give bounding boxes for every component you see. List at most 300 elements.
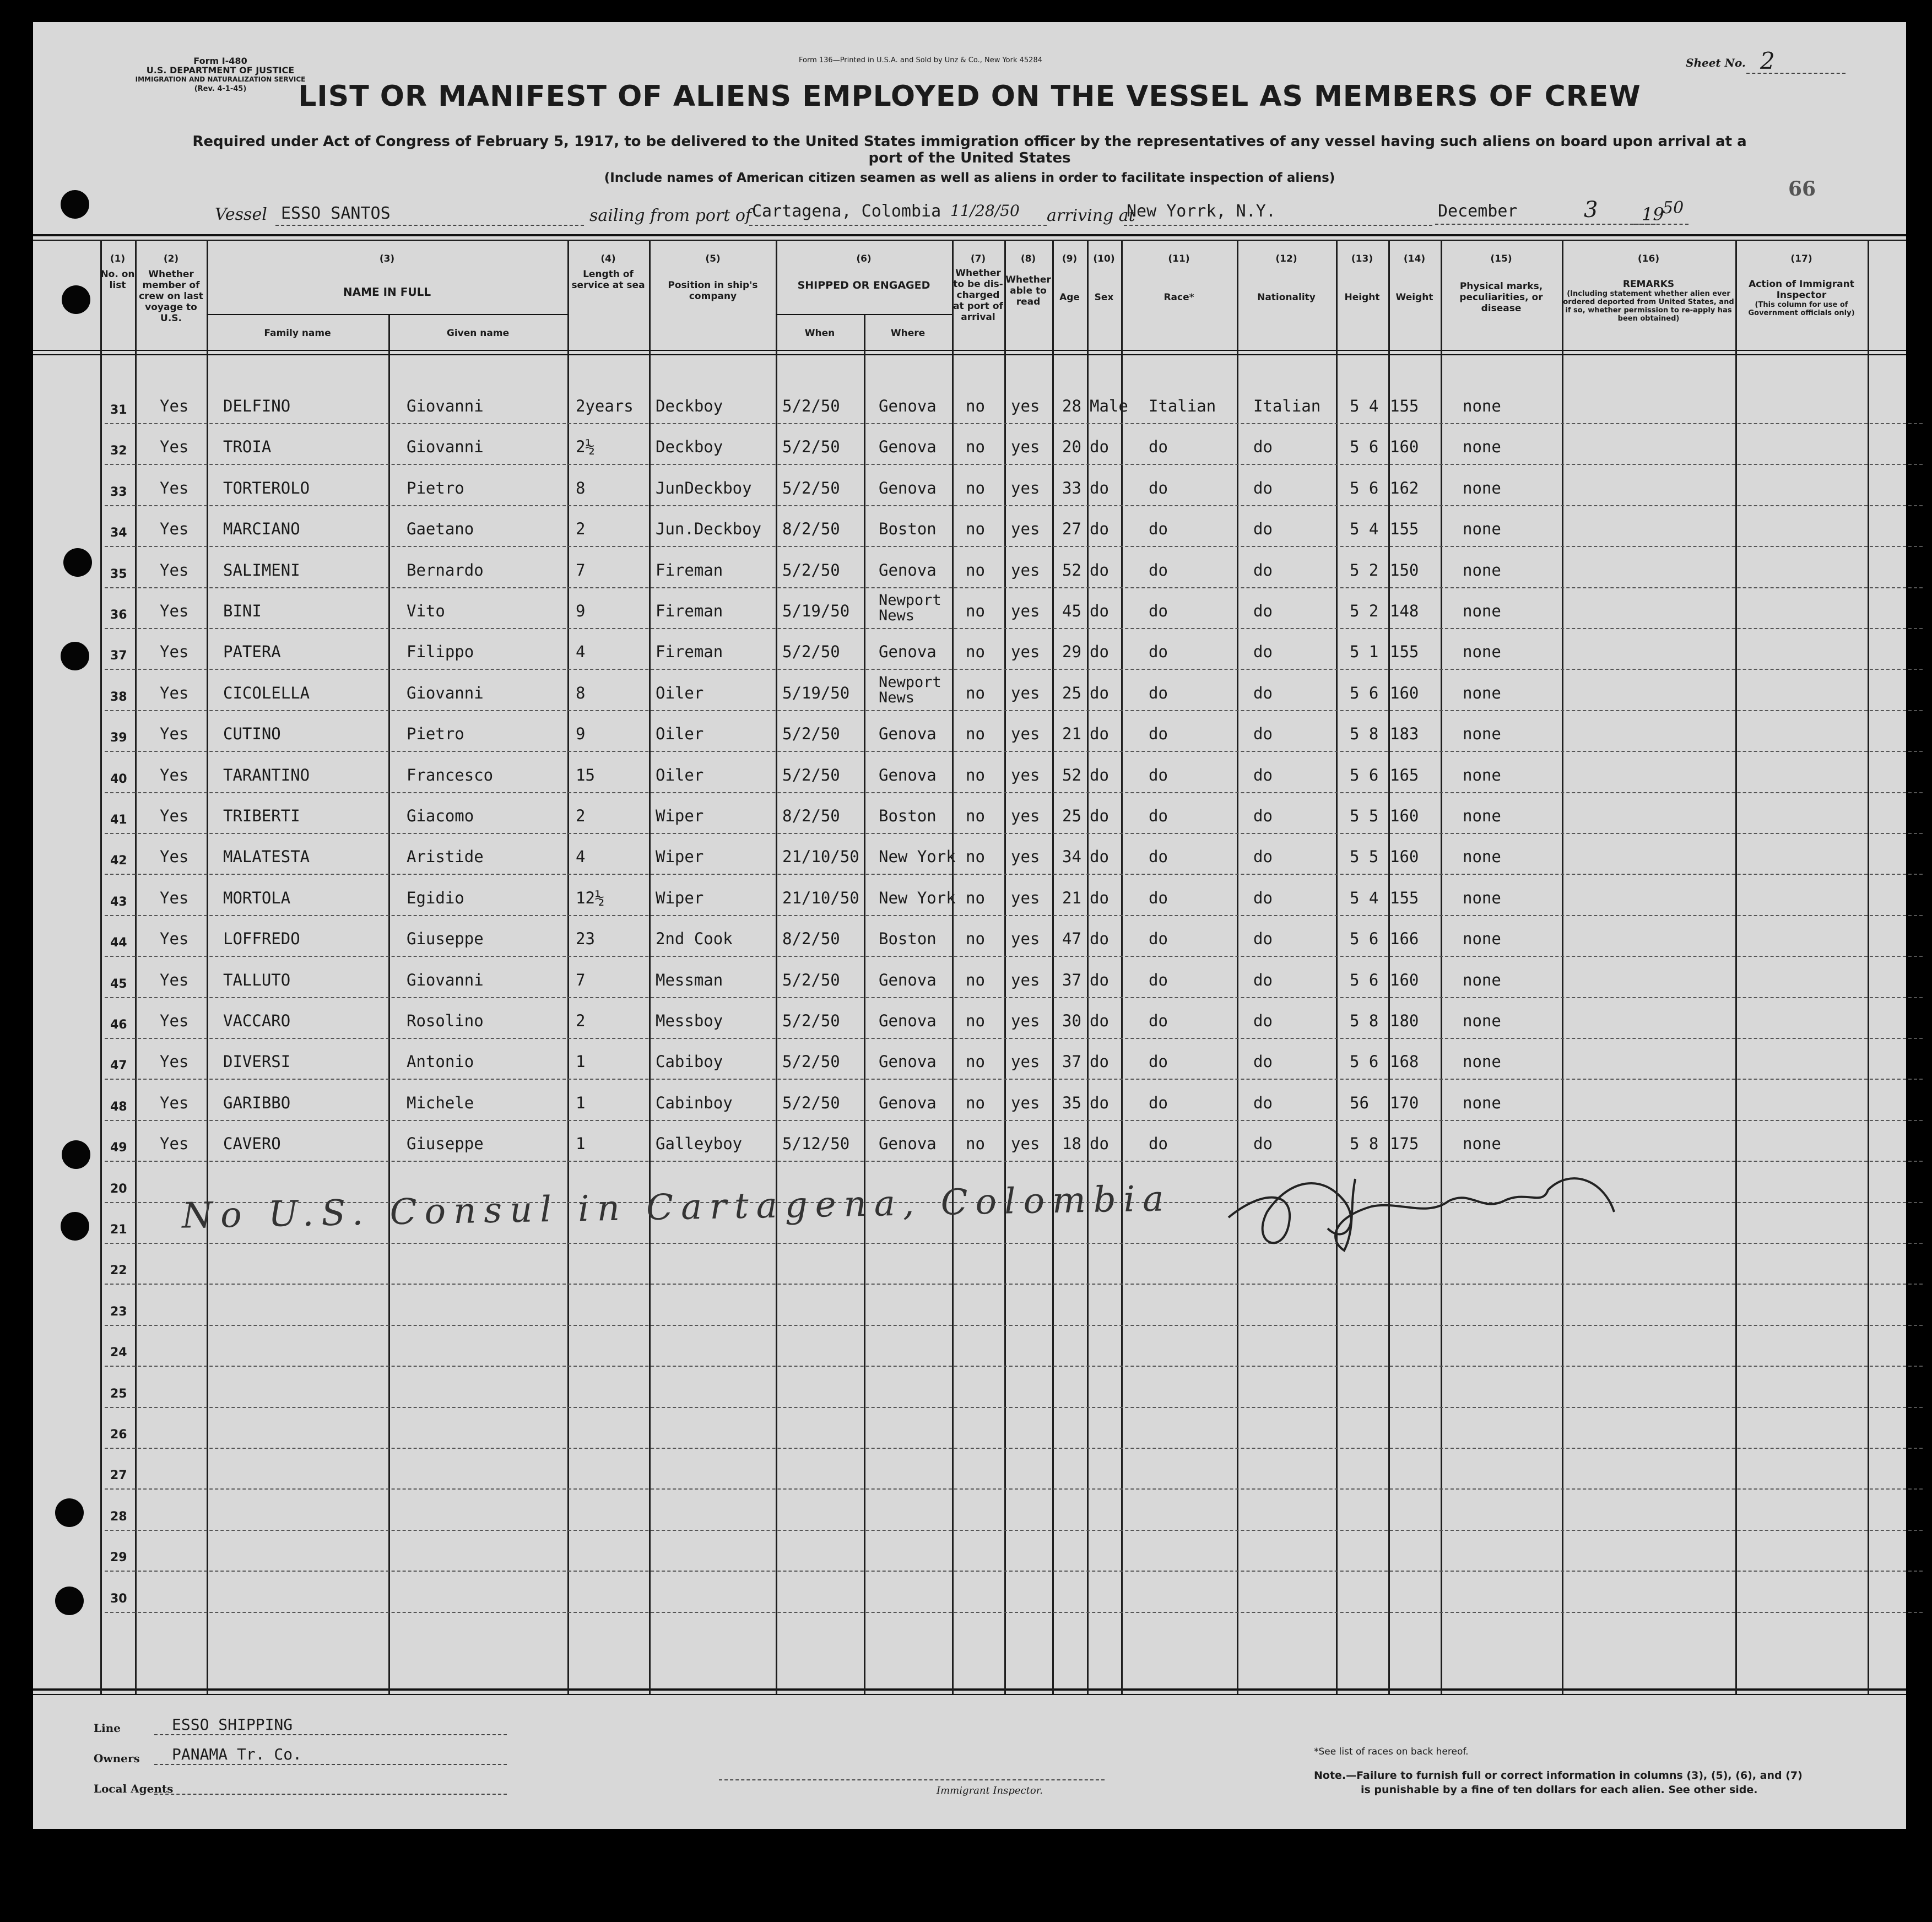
crew-shipped-when: 5/2/50 — [782, 642, 840, 662]
crew-discharge: no — [966, 888, 985, 907]
crew-age: 52 — [1062, 765, 1081, 784]
crew-discharge: no — [966, 1011, 985, 1030]
crew-given-name: Aristide — [407, 847, 484, 867]
crew-previous-voyage: Yes — [160, 1134, 189, 1154]
empty-row-number: 30 — [110, 1591, 127, 1606]
crew-sex: do — [1090, 929, 1109, 949]
crew-discharge: no — [966, 602, 985, 620]
crew-age: 33 — [1062, 478, 1081, 497]
row-rule — [105, 792, 1923, 793]
column-rule — [567, 240, 569, 1694]
crew-age: 34 — [1062, 847, 1081, 867]
crew-service-length: 1 — [576, 1134, 586, 1154]
crew-weight: 160 — [1390, 847, 1419, 867]
crew-previous-voyage: Yes — [160, 1093, 189, 1112]
crew-race: do — [1149, 642, 1168, 662]
crew-position: Wiper — [656, 847, 704, 867]
agents-underline — [154, 1794, 507, 1795]
form-subtitle-3: (Include names of American citizen seamen as well as aliens in order to facilitate inspection of aliens) — [604, 171, 1335, 185]
crew-shipped-when: 5/2/50 — [782, 724, 840, 744]
crew-physical-marks: none — [1463, 970, 1501, 989]
crew-height: 5 8 — [1350, 724, 1379, 744]
col-header-11: (11) Race* — [1163, 253, 1194, 303]
column-rule — [1441, 240, 1442, 1694]
crew-physical-marks: none — [1463, 437, 1501, 457]
crew-nationality: do — [1253, 970, 1273, 989]
crew-able-to-read: yes — [1011, 519, 1040, 539]
crew-previous-voyage: Yes — [160, 397, 189, 415]
crew-weight: 148 — [1390, 602, 1419, 620]
crew-height: 5 5 — [1350, 806, 1379, 825]
crew-service-length: 1 — [576, 1052, 586, 1071]
line-underline — [154, 1734, 507, 1735]
col-header-3: (3) NAME IN FULL — [343, 253, 431, 299]
crew-height: 56 — [1350, 1093, 1369, 1112]
crew-shipped-where: Genova — [879, 1052, 937, 1071]
row-rule — [105, 1243, 1923, 1244]
col-header-3b: Given name — [446, 328, 510, 339]
empty-row-number: 27 — [110, 1469, 127, 1483]
crew-age: 28 — [1062, 397, 1081, 415]
crew-family-name: TALLUTO — [223, 970, 291, 989]
row-number: 45 — [110, 977, 127, 991]
table-top-rule — [33, 234, 1906, 236]
crew-family-name: TARANTINO — [223, 765, 310, 784]
crew-sex: Male — [1090, 397, 1128, 415]
crew-weight: 170 — [1390, 1093, 1419, 1112]
row-number: 34 — [110, 526, 127, 540]
crew-position: Galleyboy — [656, 1134, 743, 1154]
column-rule — [1388, 240, 1390, 1694]
row-number: 46 — [110, 1018, 127, 1032]
crew-previous-voyage: Yes — [160, 478, 189, 497]
row-rule — [105, 423, 1923, 424]
crew-able-to-read: yes — [1011, 929, 1040, 949]
crew-position: Fireman — [656, 642, 723, 662]
crew-sex: do — [1090, 806, 1109, 825]
row-rule — [105, 1284, 1923, 1285]
crew-shipped-where: Newport News — [879, 592, 941, 624]
row-rule — [105, 1161, 1923, 1162]
form-subtitle-1: Required under Act of Congress of February 5, 1917, to be delivered to the United States immigration officer by the representatives of any vessel having such aliens on board upon arrival at a — [192, 133, 1747, 150]
crew-service-length: 2years — [576, 397, 634, 415]
crew-shipped-where: Genova — [879, 724, 937, 744]
crew-physical-marks: none — [1463, 397, 1501, 415]
printer-line: Form 136—Printed in U.S.A. and Sold by Unz & Co., New York 45284 — [799, 56, 1042, 64]
inspector-underline — [719, 1779, 1105, 1780]
crew-position: Oiler — [656, 724, 704, 744]
empty-row-number: 22 — [110, 1264, 127, 1278]
fine-note-1: Note.—Failure to furnish full or correct information in columns (3), (5), (6), and (7) — [1314, 1769, 1803, 1782]
crew-discharge: no — [966, 1134, 985, 1154]
form-revision: (Rev. 4-1-45) — [194, 85, 247, 93]
column-rule — [388, 314, 390, 1694]
crew-physical-marks: none — [1463, 1052, 1501, 1071]
col-header-10: (10) Sex — [1093, 253, 1115, 303]
crew-able-to-read: yes — [1011, 478, 1040, 497]
crew-sex: do — [1090, 1052, 1109, 1071]
crew-family-name: TRIBERTI — [223, 806, 300, 825]
crew-discharge: no — [966, 560, 985, 580]
crew-age: 18 — [1062, 1134, 1081, 1154]
crew-height: 5 1 — [1350, 642, 1379, 662]
crew-age: 35 — [1062, 1093, 1081, 1112]
crew-physical-marks: none — [1463, 478, 1501, 497]
row-rule — [105, 956, 1923, 957]
crew-physical-marks: none — [1463, 560, 1501, 580]
crew-discharge: no — [966, 437, 985, 457]
crew-shipped-when: 5/2/50 — [782, 1011, 840, 1030]
row-number: 36 — [110, 608, 127, 622]
crew-weight: 160 — [1390, 970, 1419, 989]
crew-given-name: Giovanni — [407, 683, 484, 702]
crew-family-name: SALIMENI — [223, 560, 300, 580]
col-header-9: (9) Age — [1059, 253, 1080, 303]
crew-sex: do — [1090, 560, 1109, 580]
col-header-6: (6) SHIPPED OR ENGAGED — [797, 253, 930, 291]
crew-shipped-when: 8/2/50 — [782, 929, 840, 949]
races-note: *See list of races on back hereof. — [1314, 1746, 1469, 1757]
arrival-month: December — [1438, 202, 1518, 221]
crew-shipped-when: 21/10/50 — [782, 888, 859, 907]
crew-nationality: do — [1253, 1093, 1273, 1112]
crew-given-name: Pietro — [407, 478, 464, 497]
name-subheader-rule — [207, 314, 567, 315]
crew-age: 45 — [1062, 602, 1081, 620]
column-rule — [1121, 240, 1123, 1694]
crew-given-name: Giacomo — [407, 806, 474, 825]
crew-service-length: 9 — [576, 724, 586, 744]
crew-position: Jun.Deckboy — [656, 519, 762, 539]
crew-discharge: no — [966, 683, 985, 702]
service-name: IMMIGRATION AND NATURALIZATION SERVICE — [135, 75, 306, 83]
crew-shipped-when: 5/2/50 — [782, 1093, 840, 1112]
crew-position: Fireman — [656, 602, 723, 620]
crew-shipped-where: Genova — [879, 478, 937, 497]
column-rule — [1237, 240, 1238, 1694]
crew-shipped-where: Genova — [879, 970, 937, 989]
column-rule — [776, 240, 777, 1694]
port-from-underline — [749, 225, 1047, 226]
crew-physical-marks: none — [1463, 929, 1501, 949]
crew-weight: 160 — [1390, 437, 1419, 457]
row-rule — [105, 464, 1923, 465]
arrival-year-suffix: 50 — [1663, 198, 1684, 218]
crew-position: Cabiboy — [656, 1052, 723, 1071]
header-bottom-rule — [33, 350, 1906, 351]
crew-able-to-read: yes — [1011, 560, 1040, 580]
arriving-label: arriving at — [1047, 206, 1135, 225]
crew-age: 29 — [1062, 642, 1081, 662]
crew-race: do — [1149, 478, 1168, 497]
crew-physical-marks: none — [1463, 724, 1501, 744]
crew-nationality: do — [1253, 519, 1273, 539]
col-header-2: (2) Whether member of crew on last voyage to U.S. — [139, 253, 203, 324]
crew-race: do — [1149, 560, 1168, 580]
crew-shipped-when: 21/10/50 — [782, 847, 859, 867]
row-rule — [105, 1120, 1923, 1121]
crew-able-to-read: yes — [1011, 1134, 1040, 1154]
crew-physical-marks: none — [1463, 1093, 1501, 1112]
crew-race: do — [1149, 683, 1168, 702]
crew-position: Oiler — [656, 765, 704, 784]
sail-date: 11/28/50 — [950, 202, 1020, 220]
row-rule — [105, 669, 1923, 670]
crew-given-name: Egidio — [407, 888, 464, 907]
crew-discharge: no — [966, 806, 985, 825]
column-rule — [207, 240, 208, 1694]
crew-shipped-where: Genova — [879, 765, 937, 784]
column-rule — [649, 240, 651, 1694]
crew-given-name: Francesco — [407, 765, 494, 784]
crew-able-to-read: yes — [1011, 806, 1040, 825]
crew-shipped-where: Genova — [879, 1093, 937, 1112]
row-number: 32 — [110, 444, 127, 458]
crew-family-name: PATERA — [223, 642, 281, 662]
row-rule — [105, 1407, 1923, 1408]
row-rule — [105, 1038, 1923, 1039]
row-rule — [105, 1325, 1923, 1326]
crew-physical-marks: none — [1463, 1134, 1501, 1154]
crew-age: 27 — [1062, 519, 1081, 539]
crew-position: Wiper — [656, 806, 704, 825]
crew-height: 5 6 — [1350, 683, 1379, 702]
crew-discharge: no — [966, 847, 985, 867]
empty-row-number: 21 — [110, 1223, 127, 1237]
crew-nationality: do — [1253, 847, 1273, 867]
sheet-label: Sheet No. — [1686, 56, 1746, 69]
crew-weight: 162 — [1390, 478, 1419, 497]
row-rule — [105, 1366, 1923, 1367]
crew-height: 5 5 — [1350, 847, 1379, 867]
crew-height: 5 4 — [1350, 519, 1379, 539]
column-rule — [135, 240, 137, 1694]
row-rule — [105, 1612, 1923, 1613]
crew-previous-voyage: Yes — [160, 1011, 189, 1030]
form-title: LIST OR MANIFEST OF ALIENS EMPLOYED ON THE VESSEL AS MEMBERS OF CREW — [298, 80, 1641, 113]
crew-shipped-where: Genova — [879, 1134, 937, 1154]
crew-sex: do — [1090, 478, 1109, 497]
crew-weight: 155 — [1390, 519, 1419, 539]
empty-row-number: 24 — [110, 1346, 127, 1360]
crew-age: 52 — [1062, 560, 1081, 580]
crew-sex: do — [1090, 602, 1109, 620]
master-signature — [1217, 1157, 1636, 1256]
form-number: Form I-480 — [193, 56, 247, 66]
crew-service-length: 2½ — [576, 437, 595, 457]
page-stamp: 66 — [1788, 177, 1816, 201]
crew-physical-marks: none — [1463, 765, 1501, 784]
column-rule — [952, 240, 954, 1694]
table-top-rule-2 — [33, 240, 1906, 241]
crew-age: 47 — [1062, 929, 1081, 949]
crew-able-to-read: yes — [1011, 765, 1040, 784]
crew-weight: 160 — [1390, 806, 1419, 825]
crew-position: Wiper — [656, 888, 704, 907]
crew-sex: do — [1090, 519, 1109, 539]
crew-shipped-when: 5/2/50 — [782, 560, 840, 580]
crew-service-length: 2 — [576, 806, 586, 825]
crew-shipped-where: Genova — [879, 437, 937, 457]
crew-shipped-where: Boston — [879, 519, 937, 539]
crew-physical-marks: none — [1463, 806, 1501, 825]
crew-sex: do — [1090, 847, 1109, 867]
crew-nationality: do — [1253, 683, 1273, 702]
crew-given-name: Bernardo — [407, 560, 484, 580]
crew-shipped-where: Genova — [879, 642, 937, 662]
crew-family-name: GARIBBO — [223, 1093, 291, 1112]
crew-previous-voyage: Yes — [160, 970, 189, 989]
crew-age: 20 — [1062, 437, 1081, 457]
crew-height: 5 6 — [1350, 1052, 1379, 1071]
col-header-6a: When — [804, 328, 835, 339]
crew-height: 5 6 — [1350, 929, 1379, 949]
crew-able-to-read: yes — [1011, 888, 1040, 907]
crew-previous-voyage: Yes — [160, 724, 189, 744]
crew-discharge: no — [966, 642, 985, 662]
crew-age: 25 — [1062, 683, 1081, 702]
crew-shipped-where: Boston — [879, 806, 937, 825]
crew-shipped-where: Genova — [879, 560, 937, 580]
crew-age: 37 — [1062, 1052, 1081, 1071]
punch-hole — [55, 1498, 84, 1527]
crew-given-name: Antonio — [407, 1052, 474, 1071]
sheet-number: 2 — [1760, 47, 1775, 74]
crew-able-to-read: yes — [1011, 397, 1040, 415]
crew-service-length: 4 — [576, 642, 586, 662]
handwritten-consul-note: No U.S. Consul in Cartagena, Colombia — [181, 1178, 1172, 1237]
crew-race: do — [1149, 765, 1168, 784]
crew-weight: 166 — [1390, 929, 1419, 949]
crew-race: do — [1149, 1011, 1168, 1030]
row-number: 40 — [110, 772, 127, 786]
crew-nationality: do — [1253, 602, 1273, 620]
crew-service-length: 9 — [576, 602, 586, 620]
fine-note-2: is punishable by a fine of ten dollars for each alien. See other side. — [1361, 1784, 1758, 1796]
crew-height: 5 6 — [1350, 970, 1379, 989]
crew-discharge: no — [966, 724, 985, 744]
row-number: 44 — [110, 936, 127, 950]
empty-row-number: 26 — [110, 1428, 127, 1442]
row-rule — [105, 833, 1923, 834]
crew-service-length: 8 — [576, 683, 586, 702]
crew-previous-voyage: Yes — [160, 437, 189, 457]
row-rule — [105, 751, 1923, 752]
empty-row-number: 23 — [110, 1304, 127, 1319]
vessel-name: ESSO SANTOS — [281, 204, 391, 223]
crew-nationality: do — [1253, 1134, 1273, 1154]
crew-discharge: no — [966, 478, 985, 497]
punch-hole — [63, 548, 92, 577]
column-rule — [864, 314, 865, 1694]
table-bottom-rule — [33, 1688, 1906, 1691]
col-header-14: (14) Weight — [1395, 253, 1433, 303]
crew-previous-voyage: Yes — [160, 683, 189, 702]
crew-previous-voyage: Yes — [160, 519, 189, 539]
punch-hole — [61, 642, 89, 670]
sailing-label: sailing from port of — [589, 206, 751, 225]
punch-hole — [62, 1140, 90, 1169]
crew-nationality: do — [1253, 724, 1273, 744]
crew-shipped-where: Genova — [879, 397, 937, 415]
punch-hole — [62, 285, 90, 314]
col-header-4: (4) Length of service at sea — [571, 253, 645, 291]
crew-discharge: no — [966, 519, 985, 539]
punch-hole — [61, 190, 89, 219]
crew-service-length: 2 — [576, 519, 586, 539]
crew-previous-voyage: Yes — [160, 560, 189, 580]
crew-nationality: do — [1253, 806, 1273, 825]
crew-shipped-when: 5/2/50 — [782, 478, 840, 497]
crew-position: Messman — [656, 970, 723, 989]
crew-position: Deckboy — [656, 437, 723, 457]
row-rule — [105, 997, 1923, 998]
row-number: 31 — [110, 403, 127, 417]
crew-discharge: no — [966, 765, 985, 784]
col-header-8: (8) Whether able to read — [1005, 253, 1051, 307]
crew-race: do — [1149, 888, 1168, 907]
crew-physical-marks: none — [1463, 602, 1501, 620]
column-rule — [1087, 240, 1089, 1694]
port-to-underline — [1124, 225, 1432, 226]
crew-weight: 160 — [1390, 683, 1419, 702]
crew-race: do — [1149, 437, 1168, 457]
crew-race: do — [1149, 1052, 1168, 1071]
crew-weight: 155 — [1390, 642, 1419, 662]
row-rule — [105, 1530, 1923, 1531]
column-rule — [1004, 240, 1006, 1694]
column-rule — [1735, 240, 1737, 1694]
crew-shipped-where: Newport News — [879, 673, 941, 706]
agents-label: Local Agents — [94, 1782, 174, 1795]
crew-physical-marks: none — [1463, 888, 1501, 907]
punch-hole — [61, 1212, 89, 1241]
crew-family-name: MARCIANO — [223, 519, 300, 539]
crew-position: Deckboy — [656, 397, 723, 415]
line-value: ESSO SHIPPING — [172, 1715, 293, 1734]
crew-race: do — [1149, 1093, 1168, 1112]
crew-position: Cabinboy — [656, 1093, 733, 1112]
line-label: Line — [94, 1721, 121, 1735]
crew-given-name: Filippo — [407, 642, 474, 662]
row-rule — [105, 915, 1923, 916]
crew-weight: 155 — [1390, 397, 1419, 415]
crew-family-name: VACCARO — [223, 1011, 291, 1030]
crew-shipped-where: Genova — [879, 1011, 937, 1030]
crew-height: 5 2 — [1350, 560, 1379, 580]
department-name: U.S. DEPARTMENT OF JUSTICE — [146, 65, 295, 75]
crew-nationality: do — [1253, 765, 1273, 784]
arrival-day: 3 — [1584, 197, 1598, 223]
crew-nationality: do — [1253, 1052, 1273, 1071]
crew-physical-marks: none — [1463, 847, 1501, 867]
crew-sex: do — [1090, 683, 1109, 702]
col-header-17: (17) Action of Immigrant Inspector (This column for use of Government officials only) — [1748, 253, 1855, 317]
crew-weight: 155 — [1390, 888, 1419, 907]
crew-service-length: 8 — [576, 478, 586, 497]
crew-able-to-read: yes — [1011, 1052, 1040, 1071]
crew-given-name: Giovanni — [407, 397, 484, 415]
arrival-year-prefix: 19 — [1642, 204, 1664, 225]
crew-age: 21 — [1062, 888, 1081, 907]
row-number: 37 — [110, 649, 127, 663]
crew-nationality: do — [1253, 888, 1273, 907]
crew-nationality: do — [1253, 437, 1273, 457]
crew-position: Messboy — [656, 1011, 723, 1030]
owners-value: PANAMA Tr. Co. — [172, 1745, 302, 1763]
crew-able-to-read: yes — [1011, 970, 1040, 989]
crew-shipped-when: 8/2/50 — [782, 519, 840, 539]
